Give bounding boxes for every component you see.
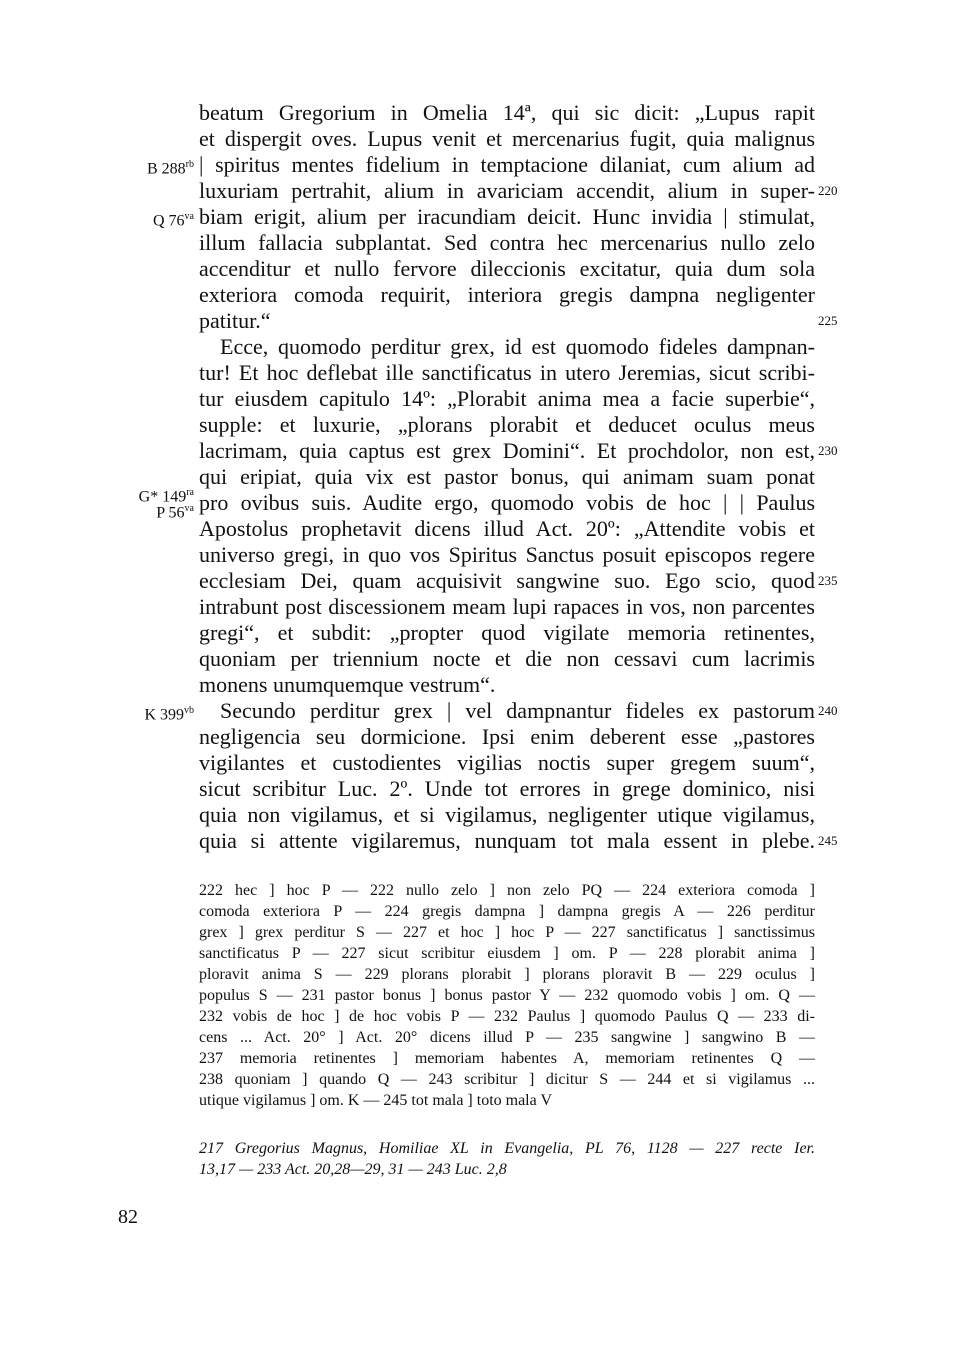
text-line: qui eripiat, quia vix est pastor bonus, qui animam suam ponat xyxy=(199,464,815,489)
text-line: illum fallacia subplantat. Sed contra hec mercenarius nullo zelo xyxy=(199,230,815,255)
sources-line: 13,17 — 233 Act. 20,28—29, 31 — 243 Luc. 2,8 xyxy=(199,1161,507,1178)
text-line: gregi“, et subdit: „propter quod vigilate memoria retinentes, xyxy=(199,620,815,645)
manuscript-siglum: B $288^{rb}$ xyxy=(146,159,194,178)
manuscript-siglum: K $399^{vb}$ xyxy=(144,705,194,724)
text-line: vigilantes et custodientes vigilias noctis super gregem suum“, xyxy=(199,750,815,775)
line-number: 245 xyxy=(818,833,838,848)
manuscript-siglum: Q $76^{va}$ xyxy=(152,211,194,230)
text-line: quia si attente vigilaremus, nunquam tot mala essent in plebe. xyxy=(199,828,815,853)
line-number: 240 xyxy=(818,703,838,718)
text-line: pro ovibus suis. Audite ergo, quomodo vobis de hoc | | Paulus xyxy=(199,490,815,515)
text-line: Apostolus prophetavit dicens illud Act. 20º: „Attendite vobis et xyxy=(199,516,815,541)
apparatus-line: 232 vobis de hoc ] de hoc vobis P — 232 Paulus ] quomodo Paulus Q — 233 di- xyxy=(199,1008,815,1025)
text-line: sicut scribitur Luc. 2º. Unde tot errores in grege dominico, nisi xyxy=(199,776,815,801)
apparatus-line: 222 hec ] hoc P — 222 nullo zelo ] non zelo PQ — 224 exteriora comoda ] xyxy=(199,882,815,899)
apparatus-line: cens ... Act. 20° ] Act. 20° dicens illud P — 235 sangwine ] sangwino B — xyxy=(199,1029,815,1046)
page-number: 82 xyxy=(118,1206,138,1228)
text-line: intrabunt post discessionem meam lupi rapaces in vos, non parcentes xyxy=(199,594,815,619)
text-line: monens unumquemque vestrum“. xyxy=(199,672,496,697)
text-line: biam erigit, alium per iracundiam deicit. Hunc invidia | stimulat, xyxy=(199,204,815,229)
text-line: | spiritus mentes fidelium in temptacione dilaniat, cum alium ad xyxy=(199,152,815,177)
text-line: lacrimam, quia captus est grex Domini“. Et prochdolor, non est, xyxy=(199,438,815,463)
line-number: 220 xyxy=(818,183,838,198)
text-line: negligencia seu dormicione. Ipsi enim deberent esse „pastores xyxy=(199,724,815,749)
text-line: tur eiusdem capitulo 14º: „Plorabit anima mea a facie superbie“, xyxy=(199,386,815,411)
manuscript-siglum: G* $149^{ra}$ xyxy=(138,487,194,506)
apparatus-line: 237 memoria retinentes ] memoriam habentes A, memoriam retinentes Q — xyxy=(199,1050,815,1067)
text-line: quoniam per triennium nocte et die non cessavi cum lacrimis xyxy=(199,646,815,671)
line-number: 230 xyxy=(818,443,838,458)
manuscript-siglum: P $56^{va}$ xyxy=(156,503,194,522)
text-line: beatum Gregorium in Omelia 14ª, qui sic dicit: „Lupus rapit xyxy=(199,100,815,125)
apparatus-line: populus S — 231 pastor bonus ] bonus pastor Y — 232 quomodo vobis ] om. Q — xyxy=(199,987,815,1004)
text-line: accenditur et nullo fervore dileccionis excitatur, quia dum sola xyxy=(199,256,815,281)
sources-line: 217 Gregorius Magnus, Homiliae XL in Evangelia, PL 76, 1128 — 227 recte Ier. xyxy=(199,1140,815,1157)
text-line: patitur.“ xyxy=(199,308,271,333)
text-line: ecclesiam Dei, quam acquisivit sangwine suo. Ego scio, quod xyxy=(199,568,815,593)
text-line: supple: et luxurie, „plorans plorabit et deducet oculus meus xyxy=(199,412,815,437)
text-line: et dispergit oves. Lupus venit et mercenarius fugit, quia malignus xyxy=(199,126,815,151)
apparatus-line: 238 quoniam ] quando Q — 243 scribitur ] dicitur S — 244 et si vigilamus ... xyxy=(199,1071,815,1088)
line-number: 225 xyxy=(818,313,838,328)
text-line: universo gregi, in quo vos Spiritus Sanctus posuit episcopos regere xyxy=(199,542,815,567)
text-line: Ecce, quomodo perditur grex, id est quomodo fideles dampnan- xyxy=(220,334,815,359)
text-line: quia non vigilamus, et si vigilamus, negligenter utique vigilamus, xyxy=(199,802,815,827)
text-line: tur! Et hoc deflebat ille sanctificatus in utero Jeremias, sicut scribi- xyxy=(199,360,815,385)
line-number: 235 xyxy=(818,573,838,588)
text-line: luxuriam pertrahit, alium in avariciam accendit, alium in super- xyxy=(199,178,815,203)
apparatus-line: ploravit anima S — 229 plorans plorabit ] plorans ploravit B — 229 oculus ] xyxy=(199,966,815,983)
apparatus-line: comoda exteriora P — 224 gregis dampna ] dampna gregis A — 226 perditur xyxy=(199,903,815,920)
text-line: Secundo perditur grex | vel dampnantur fideles ex pastorum xyxy=(220,698,815,723)
text-line: exteriora comoda requirit, interiora gregis dampna negligenter xyxy=(199,282,815,307)
apparatus-line: sanctificatus P — 227 sicut scribitur eiusdem ] om. P — 228 plorabit anima ] xyxy=(199,945,815,962)
apparatus-line: grex ] grex perditur S — 227 et hoc ] hoc P — 227 sanctificatus ] sanctissimus xyxy=(199,924,815,941)
apparatus-line: utique vigilamus ] om. K — 245 tot mala ] toto mala V xyxy=(199,1092,552,1109)
